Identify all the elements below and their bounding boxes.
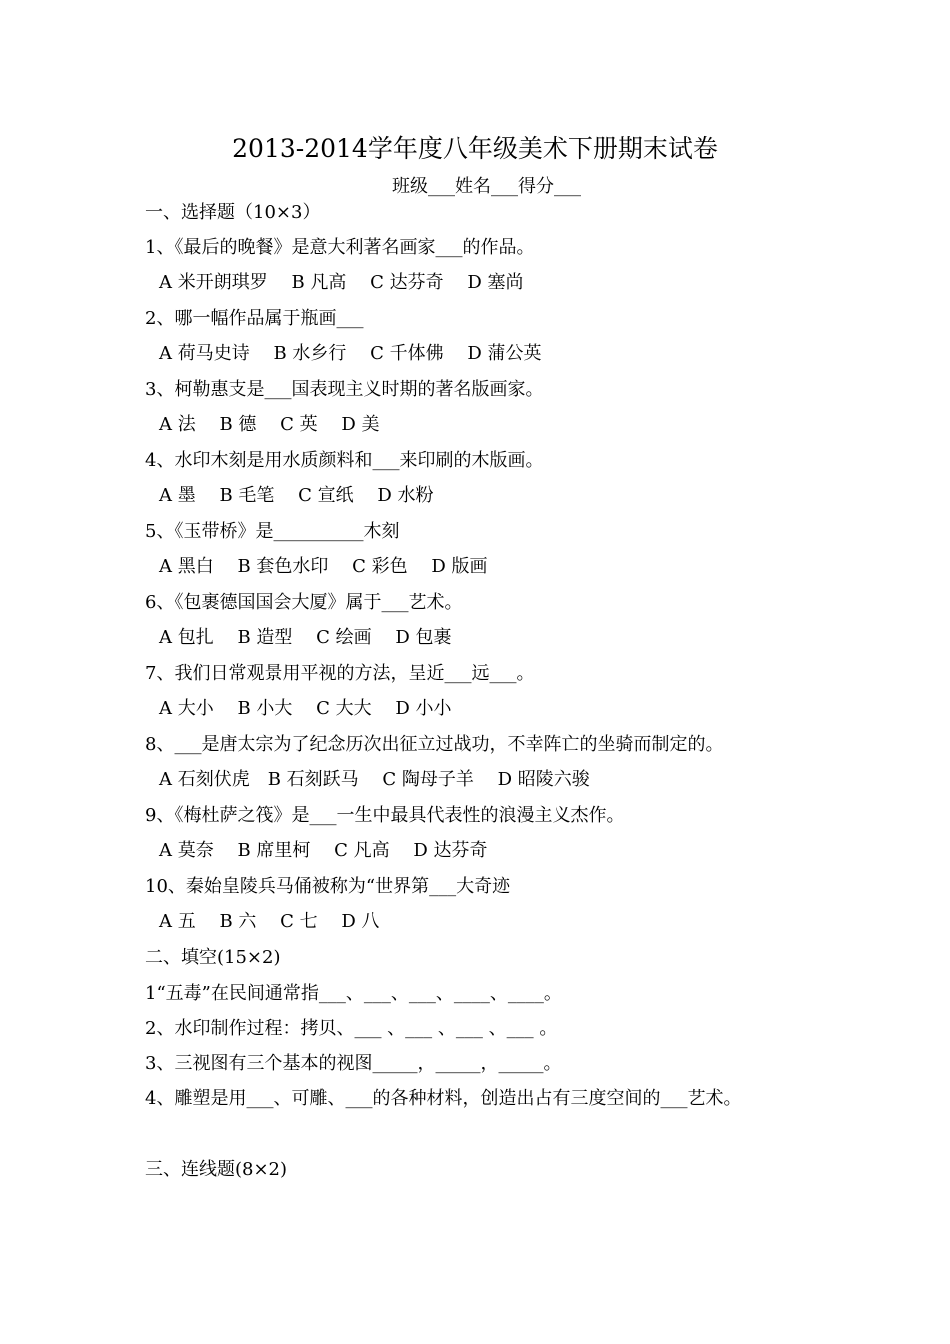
question-5-options: A 黑白 B 套色水印 C 彩色 D 版画 bbox=[159, 556, 488, 577]
section-3-heading: 三、连线题(8×2) bbox=[145, 1159, 288, 1180]
fill-blank-1: 1“五毒”在民间通常指___、___、___、____、____。 bbox=[145, 983, 562, 1004]
question-8-options: A 石刻伏虎 B 石刻跃马 C 陶母子羊 D 昭陵六骏 bbox=[159, 769, 590, 790]
question-3-options: A 法 B 德 C 英 D 美 bbox=[159, 414, 380, 435]
question-2: 2、哪一幅作品属于瓶画___ bbox=[145, 308, 364, 329]
question-7: 7、我们日常观景用平视的方法，呈近___远___。 bbox=[145, 663, 535, 684]
question-4: 4、水印木刻是用水质颜料和___来印刷的木版画。 bbox=[145, 450, 544, 471]
section-1-heading: 一、选择题（10×3） bbox=[145, 202, 321, 223]
fill-blank-3: 3、三视图有三个基本的视图_____，_____，_____。 bbox=[145, 1053, 562, 1074]
question-3: 3、柯勒惠支是___国表现主义时期的著名版画家。 bbox=[145, 379, 544, 400]
question-1-options: A 米开朗琪罗 B 凡高 C 达芬奇 D 塞尚 bbox=[159, 272, 524, 293]
question-5: 5、《玉带桥》是__________木刻 bbox=[145, 521, 400, 542]
question-4-options: A 墨 B 毛笔 C 宣纸 D 水粉 bbox=[159, 485, 434, 506]
fill-blank-4: 4、雕塑是用___、可雕、___的各种材料，创造出占有三度空间的___艺术。 bbox=[145, 1088, 742, 1109]
fill-blank-2: 2、水印制作过程：拷贝、___ 、___ 、___ 、___ 。 bbox=[145, 1018, 558, 1039]
question-9: 9、《梅杜萨之筏》是___一生中最具代表性的浪漫主义杰作。 bbox=[145, 805, 625, 826]
question-6: 6、《包裹德国国会大厦》属于___艺术。 bbox=[145, 592, 463, 613]
question-10: 10、秦始皇陵兵马俑被称为“世界第___大奇迹 bbox=[145, 876, 511, 897]
question-2-options: A 荷马史诗 B 水乡行 C 千体佛 D 蒲公英 bbox=[159, 343, 542, 364]
question-1: 1、《最后的晚餐》是意大利著名画家___的作品。 bbox=[145, 237, 535, 258]
question-6-options: A 包扎 B 造型 C 绘画 D 包裹 bbox=[159, 627, 452, 648]
question-8: 8、___是唐太宗为了纪念历次出征立过战功，不幸阵亡的坐骑而制定的。 bbox=[145, 734, 724, 755]
exam-title: 2013-2014学年度八年级美术下册期末试卷 bbox=[232, 134, 718, 163]
section-2-heading: 二、填空(15×2) bbox=[145, 947, 281, 968]
question-9-options: A 莫奈 B 席里柯 C 凡高 D 达芬奇 bbox=[159, 840, 488, 861]
question-10-options: A 五 B 六 C 七 D 八 bbox=[159, 911, 380, 932]
question-7-options: A 大小 B 小大 C 大大 D 小小 bbox=[159, 698, 452, 719]
student-info-line: 班级___姓名___得分___ bbox=[392, 176, 581, 197]
